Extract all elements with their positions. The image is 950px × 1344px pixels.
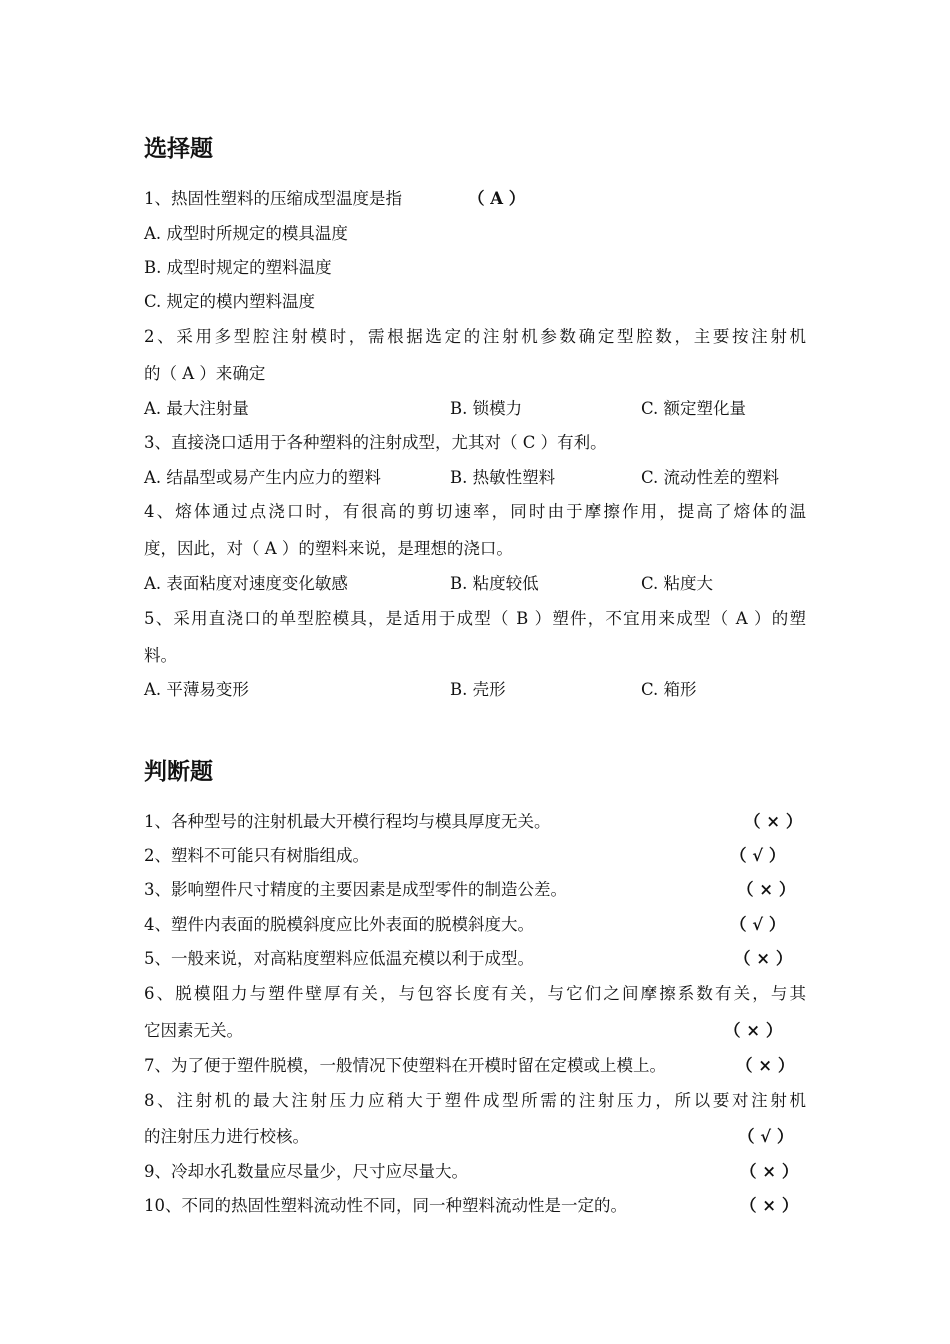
judge-item-4: 4、塑件内表面的脱模斜度应比外表面的脱模斜度大。 (144, 915, 534, 934)
judge-item-4-mark: （ √ ） (730, 915, 786, 934)
judge-item-5-mark: （ × ） (734, 949, 793, 968)
q2-option-a: A. 最大注射量 (144, 399, 249, 418)
judge-item-10-mark: （ × ） (740, 1196, 799, 1215)
judge-item-1-mark: （ × ） (744, 812, 803, 831)
judge-item-8-mark: （ √ ） (738, 1127, 794, 1146)
judge-section-title: 判断题 (144, 759, 213, 785)
q5-option-c: C. 箱形 (641, 680, 697, 699)
q5-option-a: A. 平薄易变形 (144, 680, 249, 699)
judge-item-6-line1: 6、脱模阻力与塑件壁厚有关，与包容长度有关，与它们之间摩擦系数有关，与其 (144, 984, 806, 1003)
q4-option-b: B. 粘度较低 (450, 574, 539, 593)
q1-option-b: B. 成型时规定的塑料温度 (144, 258, 332, 277)
judge-item-7-mark: （ × ） (736, 1056, 795, 1075)
judge-item-2-mark: （ √ ） (730, 846, 786, 865)
q3-option-b: B. 热敏性塑料 (450, 468, 556, 487)
judge-item-6-line2: 它因素无关。 (144, 1021, 243, 1040)
judge-item-3: 3、影响塑件尺寸精度的主要因素是成型零件的制造公差。 (144, 880, 567, 899)
q3-stem: 3、直接浇口适用于各种塑料的注射成型，尤其对（ C ）有利。 (144, 433, 607, 452)
choice-section-title: 选择题 (144, 136, 213, 162)
judge-item-9: 9、冷却水孔数量应尽量少，尺寸应尽量大。 (144, 1162, 468, 1181)
q1-option-c: C. 规定的模内塑料温度 (144, 292, 316, 311)
judge-item-5: 5、一般来说，对高粘度塑料应低温充模以利于成型。 (144, 949, 534, 968)
judge-item-2: 2、塑料不可能只有树脂组成。 (144, 846, 369, 865)
q5-option-b: B. 壳形 (450, 680, 506, 699)
judge-item-8-line2: 的注射压力进行校核。 (144, 1127, 309, 1146)
q1-option-a: A. 成型时所规定的模具温度 (144, 224, 348, 243)
q1-stem: 1、热固性塑料的压缩成型温度是指 (144, 189, 402, 208)
judge-item-8-line1: 8、注射机的最大注射压力应稍大于塑件成型所需的注射压力，所以要对注射机 (144, 1091, 806, 1110)
judge-item-7: 7、为了便于塑件脱模，一般情况下使塑料在开模时留在定模或上模上。 (144, 1056, 666, 1075)
q2-option-b: B. 锁模力 (450, 399, 523, 418)
judge-item-6-mark: （ × ） (724, 1021, 783, 1040)
q4-option-c: C. 粘度大 (641, 574, 714, 593)
q5-stem-line2: 料。 (144, 646, 177, 665)
q3-option-a: A. 结晶型或易产生内应力的塑料 (144, 468, 381, 487)
q2-stem-line1: 2、采用多型腔注射模时，需根据选定的注射机参数确定型腔数，主要按注射机 (144, 327, 806, 346)
judge-item-3-mark: （ × ） (737, 880, 796, 899)
q5-stem-line1: 5、采用直浇口的单型腔模具，是适用于成型（ B ）塑件，不宜用来成型（ A ）的塑 (144, 609, 806, 628)
judge-item-10: 10、不同的热固性塑料流动性不同，同一种塑料流动性是一定的。 (144, 1196, 627, 1215)
q1-answer: （ A ） (468, 189, 526, 208)
q4-stem-line2: 度，因此，对（ A ）的塑料来说，是理想的浇口。 (144, 539, 513, 558)
q4-stem-line1: 4、熔体通过点浇口时，有很高的剪切速率，同时由于摩擦作用，提高了熔体的温 (144, 502, 806, 521)
judge-item-1: 1、各种型号的注射机最大开模行程均与模具厚度无关。 (144, 812, 551, 831)
q3-option-c: C. 流动性差的塑料 (641, 468, 780, 487)
q4-option-a: A. 表面粘度对速度变化敏感 (144, 574, 348, 593)
q2-option-c: C. 额定塑化量 (641, 399, 747, 418)
judge-item-9-mark: （ × ） (740, 1162, 799, 1181)
q2-stem-line2: 的（ A ）来确定 (144, 364, 266, 383)
